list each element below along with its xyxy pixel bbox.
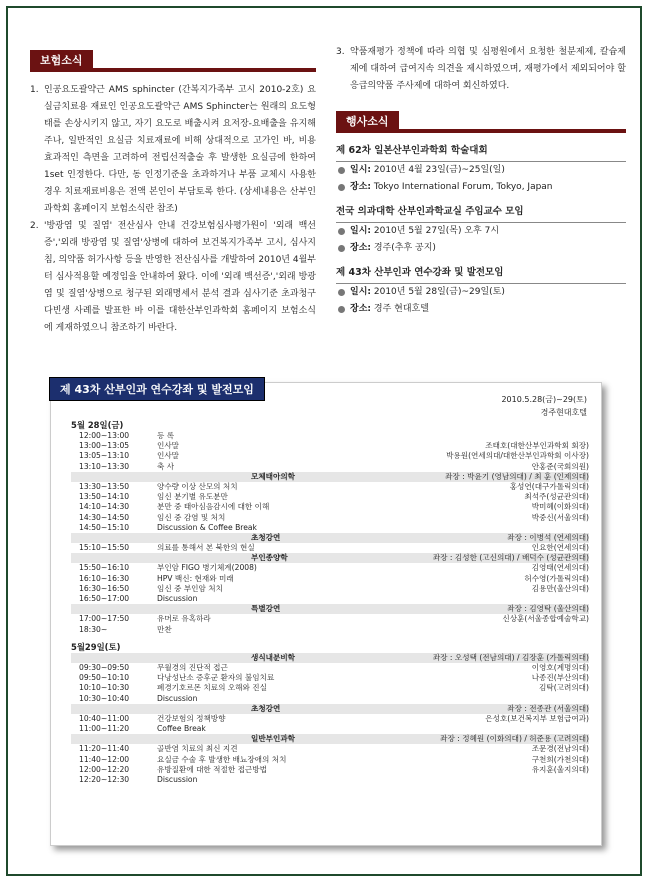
program-row	[71, 462, 589, 472]
program-row	[71, 482, 589, 492]
session-title: 생식내분비학	[251, 652, 296, 662]
insurance-item	[30, 218, 316, 337]
session-title: 임신 중 부인암 처치	[157, 583, 223, 593]
event-place-label: 장소:	[350, 243, 371, 253]
session-time: 13:00~13:05	[79, 441, 130, 451]
bullet-icon	[338, 245, 345, 252]
session-title: 부인종양학	[251, 553, 288, 563]
day-header	[71, 641, 589, 653]
session-title: 5월29일(토)	[71, 641, 121, 652]
session-person: 좌장 : 이병석 (연세의대)	[507, 532, 589, 542]
event-place-row	[336, 179, 626, 196]
program-row	[71, 625, 589, 635]
insurance-column	[30, 50, 316, 337]
session-time: 13:50~14:10	[79, 492, 130, 502]
session-time: 14:30~14:50	[79, 512, 130, 522]
program-row	[71, 744, 589, 754]
program-rows	[71, 419, 589, 785]
session-person: 조태호(대한산부인과학회 회장)	[485, 441, 589, 451]
session-title: 유방질환에 대한 적절한 접근방법	[157, 764, 267, 774]
session-title: Coffee Break	[157, 724, 206, 734]
session-title: 인사말	[157, 451, 180, 461]
program-row	[71, 584, 589, 594]
session-time: 17:00~17:50	[79, 614, 130, 624]
session-person: 유지훈(울지의대)	[531, 764, 589, 774]
session-title: 다낭성난소 증후군 환자의 불임치료	[157, 673, 275, 683]
program-table	[50, 382, 602, 846]
session-title: HPV 백신: 현재와 미래	[157, 573, 234, 583]
item-text: 인공요도괄약근 AMS sphincter (간복지가족부 고시 2010-2호) 요실금치료용 재료인 인공요도괄약근 AMS Sphincter는 원래의 요도형태를 손상시키지 않고, 자기 요도로 배출시켜 요저장-요배출을 유지해주나, 일반적인 요실금 치료재료에 비해 상대적으로 고가인 바, 비용효과적인 측면을 고려하여 전립선적출술 후 발생한 요실금에 한하여 1set 인정한다. 다만, 동 인정기준을 초과하거나 부품 교체시 사용한 경우 치료재료비용은 전액 본인이 부담토록 한다. (상세내용은 산부인과학회 홈페이지 보험소식란 참조)	[44, 85, 316, 214]
session-title: 양수량 이상 산모의 처치	[157, 481, 238, 491]
insurance-item-3	[336, 44, 626, 95]
event-place-row	[336, 240, 626, 257]
session-title: 초청강연	[251, 532, 281, 542]
event-date-row	[336, 223, 626, 240]
program-row	[71, 431, 589, 441]
session-time: 14:50~15:10	[79, 522, 130, 532]
session-title: 5월 28일(금)	[71, 420, 124, 430]
events-heading-label: 행사소식	[336, 111, 399, 133]
program-row	[71, 663, 589, 673]
insurance-item	[30, 82, 316, 218]
session-header	[71, 553, 589, 563]
session-time: 11:00~11:20	[79, 724, 130, 734]
session-header	[71, 472, 589, 482]
session-time: 12:00~13:00	[79, 431, 130, 440]
event-date-row	[336, 284, 626, 301]
insurance-item	[336, 44, 626, 95]
session-person: 김탁(고려의대)	[539, 683, 589, 693]
session-header	[71, 734, 589, 744]
session-time: 13:30~13:50	[79, 481, 130, 491]
session-time: 13:10~13:30	[79, 461, 130, 471]
session-person: 김용만(울산의대)	[531, 583, 589, 593]
session-title: 무월경의 진단적 접근	[157, 662, 228, 672]
event-date-label: 일시:	[350, 165, 371, 175]
session-header	[71, 653, 589, 663]
session-title: Discussion	[157, 693, 198, 703]
program-title: 제 43차 산부인과 연수강좌 및 발전모임	[49, 377, 265, 401]
event-place-label: 장소:	[350, 182, 371, 192]
session-title: 인사말	[157, 441, 180, 451]
program-row	[71, 543, 589, 553]
event-place-label: 장소:	[350, 304, 371, 314]
bullet-icon	[338, 306, 345, 313]
session-title: 폐경기호르몬 치료의 오해와 진실	[157, 683, 267, 693]
session-time: 16:50~17:00	[79, 594, 130, 603]
item-text: '방광염 및 질염' 전산심사 안내 건강보험심사평가원이 '외래 백선증','외래 방광염 및 질염'상병에 대하여 보건복지가족부 고시, 심사지침, 의약품 허가사항 등을 반영한 전산심사를 개발하여 2010년 4월부터 심사적용할 예정임을 안내하여 왔다. 이에 '외래 백선증','외래 방광염 및 질염'상병으로 청구된 외래명세서 분석 결과 심사기준 초과청구 다빈생 사례를 발표한 바 이를 대한산부인과학회 홈페이지 보험소식에 게재하였으니 참조하기 바란다.	[44, 221, 316, 333]
session-title: 임신 분기별 유도분만	[157, 492, 228, 502]
session-time: 10:40~11:00	[79, 713, 130, 723]
session-time: 10:30~10:40	[79, 693, 130, 703]
session-title: 등 록	[157, 431, 175, 440]
program-row	[71, 502, 589, 512]
session-header	[71, 704, 589, 714]
program-row	[71, 673, 589, 683]
session-title: 특별강연	[251, 604, 281, 614]
session-time: 18:30~	[79, 624, 108, 634]
session-person: 안홍준(국회의원)	[531, 461, 589, 471]
event-date: 2010년 5월 27일(목) 오후 7시	[373, 226, 500, 236]
program-row	[71, 513, 589, 523]
session-title: 의료를 통해서 본 북한의 현실	[157, 543, 255, 553]
session-person: 구천희(가천의대)	[531, 754, 589, 764]
program-venue: 경주현대호텔	[540, 408, 587, 417]
session-time: 09:30~09:50	[79, 662, 130, 672]
program-row	[71, 594, 589, 604]
events-heading	[336, 111, 626, 133]
day-header	[71, 419, 589, 431]
session-time: 16:30~16:50	[79, 583, 130, 593]
session-person: 최석주(성균관의대)	[524, 492, 589, 502]
events-column	[336, 44, 626, 318]
session-person: 좌장 : 김성한 (고신의대) / 배덕수 (성균관의대)	[432, 553, 589, 563]
session-time: 13:05~13:10	[79, 451, 130, 461]
program-row	[71, 765, 589, 775]
session-time: 15:10~15:50	[79, 543, 130, 553]
program-row	[71, 755, 589, 765]
program-row	[71, 451, 589, 461]
session-title: 일반부인과학	[251, 734, 296, 744]
item-number: 3.	[336, 47, 345, 57]
session-time: 11:20~11:40	[79, 744, 130, 754]
bullet-icon	[338, 289, 345, 296]
item-number: 1.	[30, 85, 39, 95]
session-person: 조문경(전남의대)	[531, 744, 589, 754]
session-person: 박미혜(이화의대)	[531, 502, 589, 512]
program-row	[71, 714, 589, 724]
event-title: 제 62차 일본산부인과학회 학술대회	[336, 143, 626, 162]
program-row	[71, 492, 589, 502]
session-title: 모체태아의학	[251, 471, 296, 481]
event-date: 2010년 5월 28일(금)~29일(토)	[373, 287, 505, 297]
session-time: 15:50~16:10	[79, 563, 130, 573]
event-date: 2010년 4월 23일(금)~25일(일)	[373, 165, 505, 175]
program-row	[71, 683, 589, 693]
event-place: 경주(추후 공지)	[373, 243, 436, 253]
item-text: 약품재평가 정책에 따라 의협 및 심평원에서 요청한 철분제제, 칼슘제제에 대하여 급여지속 의견을 제시하였으며, 재평가에서 제외되어야 할 응급의약품 주사제에 대하여 회신하였다.	[350, 47, 626, 91]
session-person: 홍성연(대구가톨릭의대)	[509, 481, 589, 491]
session-title: Discussion & Coffee Break	[157, 522, 257, 532]
insurance-heading-label: 보험소식	[30, 50, 93, 72]
program-row	[71, 574, 589, 584]
event-date-label: 일시:	[350, 226, 371, 236]
session-title: 임신 중 감염 및 처치	[157, 512, 226, 522]
session-time: 11:40~12:00	[79, 754, 130, 764]
insurance-heading	[30, 50, 316, 72]
program-row	[71, 694, 589, 704]
session-person: 김영태(연세의대)	[531, 563, 589, 573]
session-person: 인요한(연세의대)	[531, 543, 589, 553]
session-person: 좌장 : 전종관 (서울의대)	[507, 703, 589, 713]
session-title: 건강보험의 정책방향	[157, 713, 226, 723]
session-header	[71, 533, 589, 543]
program-row	[71, 775, 589, 785]
event-title: 제 43차 산부인과 연수강좌 및 발전모임	[336, 265, 626, 284]
session-title: Discussion	[157, 775, 198, 784]
session-person: 나종진(부산의대)	[531, 673, 589, 683]
event-date-label: 일시:	[350, 287, 371, 297]
session-header	[71, 604, 589, 614]
event-title: 전국 의과대학 산부인과학교실 주임교수 모임	[336, 204, 626, 223]
session-time: 14:10~14:30	[79, 502, 130, 512]
program-row	[71, 441, 589, 451]
session-person: 이영호(계명의대)	[531, 662, 589, 672]
session-title: 유머로 유혹하라	[157, 614, 211, 624]
session-time: 16:10~16:30	[79, 573, 130, 583]
item-number: 2.	[30, 221, 39, 231]
insurance-items	[30, 82, 316, 337]
program-row	[71, 614, 589, 624]
event-place: 경주 현대호텔	[373, 304, 429, 314]
session-title: 부인암 FIGO 병기체계(2008)	[157, 563, 257, 573]
program-meta	[501, 393, 587, 419]
session-person: 신상훈(서울종합예술학교)	[502, 614, 589, 624]
session-title: 골반염 치료의 최신 지견	[157, 744, 238, 754]
bullet-icon	[338, 184, 345, 191]
program-row	[71, 724, 589, 734]
session-time: 12:20~12:30	[79, 775, 130, 784]
session-person: 허수영(가톨릭의대)	[524, 573, 589, 583]
events-list	[336, 143, 626, 318]
session-time: 10:10~10:30	[79, 683, 130, 693]
session-title: 만찬	[157, 624, 172, 634]
event-place: Tokyo International Forum, Tokyo, Japan	[373, 182, 553, 192]
program-row	[71, 563, 589, 573]
session-time: 12:00~12:20	[79, 764, 130, 774]
bullet-icon	[338, 228, 345, 235]
session-time: 09:50~10:10	[79, 673, 130, 683]
program-date: 2010.5.28(금)~29(토)	[501, 395, 587, 404]
session-person: 좌장 : 박윤기 (영남의대) / 최 훈 (인제의대)	[445, 471, 589, 481]
event-date-row	[336, 162, 626, 179]
session-title: Discussion	[157, 594, 198, 603]
session-person: 박중신(서울의대)	[531, 512, 589, 522]
event-place-row	[336, 301, 626, 318]
session-person: 은성호(보건복지부 보험급여과)	[485, 713, 589, 723]
session-person: 좌장 : 정혜원 (이화의대) / 허준용 (고려의대)	[440, 734, 589, 744]
session-person: 박용원(연세의대/대한산부인과학회 이사장)	[446, 451, 589, 461]
session-person: 좌장 : 오성택 (전남의대) / 김장훈 (가톨릭의대)	[432, 652, 589, 662]
session-title: 요실금 수술 후 발생한 배뇨장애의 처치	[157, 754, 287, 764]
session-title: 축 사	[157, 461, 175, 471]
session-title: 초청강연	[251, 703, 281, 713]
session-title: 분만 중 태아심음감시에 대한 이해	[157, 502, 270, 512]
session-person: 좌장 : 김영탁 (울산의대)	[507, 604, 589, 614]
program-row	[71, 523, 589, 533]
bullet-icon	[338, 167, 345, 174]
